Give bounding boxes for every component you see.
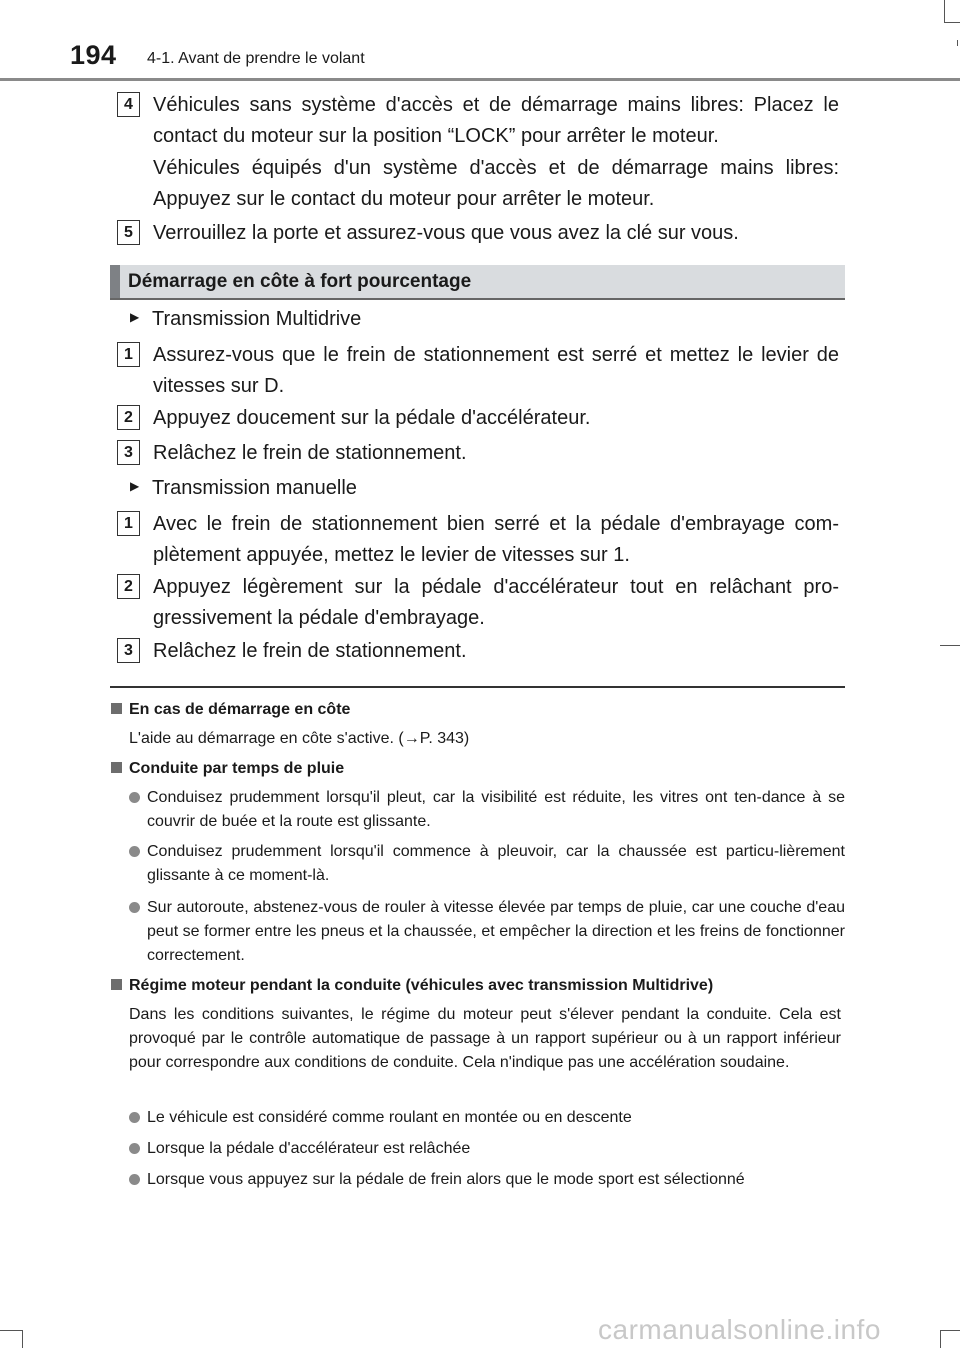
bullet-text: Lorsque vous appuyez sur la pédale de frein alors que le mode sport est sélectionné: [147, 1171, 745, 1188]
step-text: Véhicules sans système d'accès et de démarrage mains libres: Placez le contact du moteur sur la position “LOCK” pour arrêter le moteur.: [153, 94, 839, 147]
crop-mark: [940, 1330, 960, 1331]
watermark: carmanualsonline.info: [598, 1314, 881, 1345]
circle-bullet-icon: [129, 1174, 140, 1185]
subheading-multidrive: [130, 304, 361, 335]
step-text: Appuyez doucement sur la pédale d'accélérateur.: [153, 407, 591, 429]
circle-bullet-icon: [129, 792, 140, 803]
note-text: L'aide au démarrage en côte s'active. (→P. 343): [129, 730, 470, 747]
triangle-arrow-icon: ▶: [130, 479, 140, 494]
circle-bullet-icon: [129, 902, 140, 913]
step-text: Verrouillez la porte et assurez-vous que vous avez la clé sur vous.: [153, 222, 739, 244]
bullet-text: Lorsque la pédale d'accélérateur est relâchée: [147, 1140, 471, 1157]
step-number-badge: 5: [117, 220, 140, 245]
section-title: Démarrage en côte à fort pourcentage: [128, 271, 472, 292]
step-number-badge: 1: [117, 342, 140, 367]
header-rule: [0, 78, 960, 81]
square-bullet-icon: [111, 703, 122, 714]
step-number-badge: 2: [117, 574, 140, 599]
note-bullet: [129, 840, 845, 888]
crop-mark: [22, 1330, 23, 1348]
step-text: Véhicules équipés d'un système d'accès et de démarrage mains libres: Appuyez sur le contact du moteur pour arrêter le moteur.: [153, 157, 839, 210]
step-number-badge: 4: [117, 92, 140, 117]
note-title: [111, 977, 713, 995]
square-bullet-icon: [111, 762, 122, 773]
square-bullet-icon: [111, 979, 122, 990]
note-title: [111, 760, 344, 778]
crop-mark: [940, 645, 960, 646]
step-number-badge: 1: [117, 511, 140, 536]
note-bullet: [129, 1168, 845, 1192]
note-bullet: [129, 786, 845, 834]
chapter-title: 4-1. Avant de prendre le volant: [147, 50, 365, 67]
note-text: Dans les conditions suivantes, le régime du moteur peut s'élever pendant la conduite. Cela est provoqué par le contrôle automatique de passage à un rapport supérieur ou à un rapport inférieur pour correspondre aux conditions de conduite. Cela n'indique pas une accélération soudaine.: [129, 1006, 841, 1071]
bullet-text: Conduisez prudemment lorsqu'il pleut, car la visibilité est réduite, les vitres ont ten-dance à se couvrir de buée et la route est glissante.: [147, 789, 845, 830]
step-text: Assurez-vous que le frein de stationnement est serré et mettez le levier de vitesses sur D.: [153, 344, 839, 397]
step-text: Relâchez le frein de stationnement.: [153, 442, 467, 464]
circle-bullet-icon: [129, 1143, 140, 1154]
step-text: Avec le frein de stationnement bien serré et la pédale d'embrayage com-plètement appuyée, mettez le levier de vitesses sur 1.: [153, 513, 839, 566]
crop-mark: [944, 22, 960, 23]
step-number-badge: 3: [117, 638, 140, 663]
page-number: 194: [70, 40, 117, 70]
note-bullet: [129, 1106, 845, 1130]
crop-mark: [957, 40, 958, 46]
note-bullet: [129, 1137, 845, 1161]
note-title-text: Régime moteur pendant la conduite (véhicules avec transmission Multidrive): [129, 977, 714, 994]
crop-mark: [0, 1330, 22, 1331]
circle-bullet-icon: [129, 1112, 140, 1123]
crop-mark: [944, 0, 945, 22]
step-text: Relâchez le frein de stationnement.: [153, 640, 467, 662]
circle-bullet-icon: [129, 846, 140, 857]
bullet-text: Le véhicule est considéré comme roulant en montée ou en descente: [147, 1109, 632, 1126]
step-number-badge: 3: [117, 440, 140, 465]
note-title: [111, 701, 350, 719]
section-marker: [110, 265, 120, 298]
crop-mark: [940, 1330, 941, 1348]
step-text: Appuyez légèrement sur la pédale d'accélérateur tout en relâchant pro-gressivement la pédale d'embrayage.: [153, 576, 839, 629]
section-header: [110, 265, 845, 300]
note-title-text: En cas de démarrage en côte: [129, 701, 351, 718]
subheading-text: Transmission Multidrive: [152, 308, 362, 330]
note-title-text: Conduite par temps de pluie: [129, 760, 345, 777]
notes-divider: [110, 686, 845, 688]
step-number-badge: 2: [117, 405, 140, 430]
triangle-arrow-icon: ▶: [130, 310, 140, 325]
bullet-text: Conduisez prudemment lorsqu'il commence à pleuvoir, car la chaussée est particu-lièrement glissante à ce moment-là.: [147, 843, 845, 884]
subheading-text: Transmission manuelle: [152, 477, 357, 499]
note-bullet: [129, 896, 845, 968]
bullet-text: Sur autoroute, abstenez-vous de rouler à vitesse élevée par temps de pluie, car une couche d'eau peut se former entre les pneus et la chaussée, et empêcher la direction et les freins de fonctionner correctement.: [147, 899, 845, 964]
subheading-manual: [130, 473, 357, 504]
